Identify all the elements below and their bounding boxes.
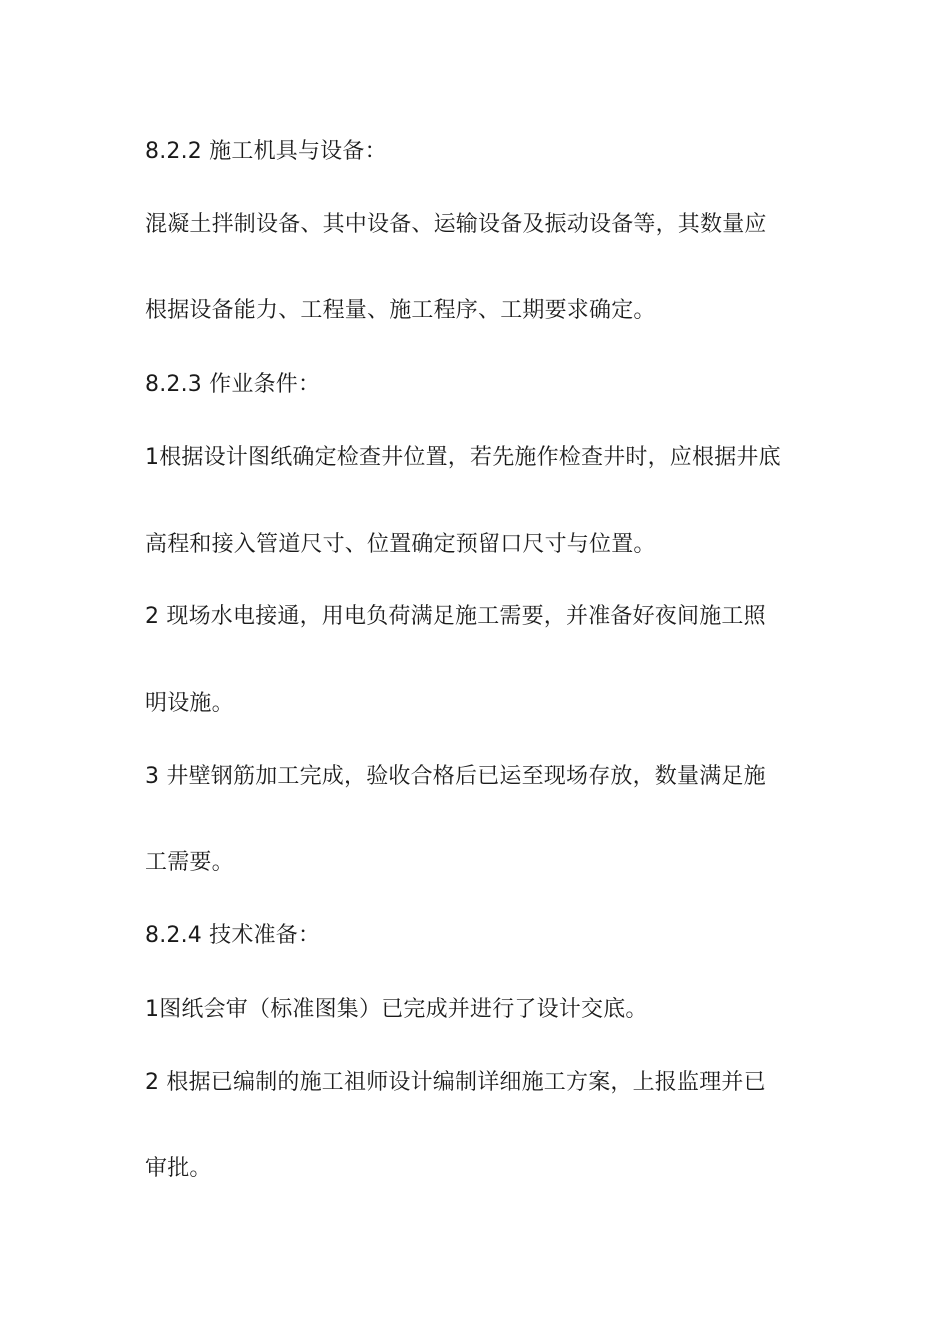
paragraph-line: 根据设备能力、工程量、施工程序、工期要求确定。 xyxy=(145,298,656,323)
list-item-line: 1根据设计图纸确定检查井位置，若先施作检查井时，应根据井底 xyxy=(145,445,781,470)
list-item-line: 审批。 xyxy=(145,1156,212,1181)
list-item-line: 工需要。 xyxy=(145,850,234,875)
section-heading-8-2-2: 8.2.2 施工机具与设备： xyxy=(145,139,387,164)
list-item-line: 2 根据已编制的施工祖师设计编制详细施工方案，上报监理并已 xyxy=(145,1070,766,1095)
list-item-line: 明设施。 xyxy=(145,691,234,716)
paragraph-line: 混凝土拌制设备、其中设备、运输设备及振动设备等，其数量应 xyxy=(145,212,767,237)
list-item-line: 2 现场水电接通，用电负荷满足施工需要，并准备好夜间施工照 xyxy=(145,604,766,629)
section-heading-8-2-3: 8.2.3 作业条件： xyxy=(145,372,321,397)
list-item-line: 1图纸会审（标准图集）已完成并进行了设计交底。 xyxy=(145,997,648,1022)
list-item-line: 3 井壁钢筋加工完成，验收合格后已运至现场存放，数量满足施 xyxy=(145,764,766,789)
section-heading-8-2-4: 8.2.4 技术准备： xyxy=(145,923,321,948)
list-item-line: 高程和接入管道尺寸、位置确定预留口尺寸与位置。 xyxy=(145,532,656,557)
